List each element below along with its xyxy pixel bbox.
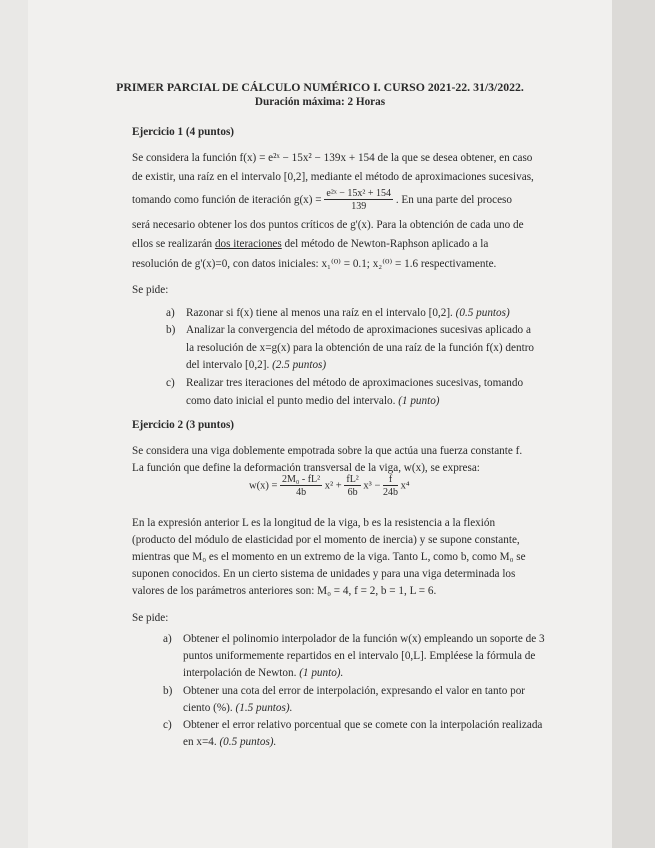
ex2-line-1: Se considera una viga doblemente empotrada sobre la que actúa una fuerza constante f. [132,445,523,457]
exam-title: PRIMER PARCIAL DE CÁLCULO NUMÉRICO I. CURSO 2021-22. 31/3/2022. [116,80,524,94]
ex2-se-pide: Se pide: [132,612,169,624]
page-shadow-left [0,0,28,848]
ex2-item-b-label: b) [163,685,173,697]
ex2-item-a-line1: Obtener el polinomio interpolador de la función w(x) empleando un soporte de 3 [183,633,545,645]
ex1-item-c-line1: Realizar tres iteraciones del método de aproximaciones sucesivas, tomando [186,377,524,389]
ex1-iteration-fraction: $\frac{\text{e²ˣ − 15x² + 154}}{139}$ [326,188,392,212]
ex2-item-b-line2: ciento (%). (1.5 puntos). [183,702,293,714]
ex1-item-c-line2: como dato inicial el punto medio del intervalo. (1 punto) [186,395,440,407]
ex2-line-5: mientras que M₀ es el momento en un extremo de la viga. Tanto L, como b, como M₀ se [132,551,526,563]
ex1-line-4: será necesario obtener los dos puntos críticos de g'(x). Para la obtención de cada uno de [132,219,524,231]
ex2-line-7: valores de los parámetros anteriores son: M₀ = 4, f = 2, b = 1, L = 6. [132,585,437,597]
exam-duration: Duración máxima: 2 Horas [254,96,386,108]
ex2-line-2: La función que define la deformación transversal de la viga, w(x), se expresa: [132,462,480,474]
ex1-line-5: ellos se realizarán dos iteraciones del método de Newton-Raphson aplicado a la [132,238,489,250]
ex2-line-3: En la expresión anterior L es la longitud de la viga, b es la resistencia a la flexión [132,517,496,529]
ex1-item-b-line3: del intervalo [0,2]. (2.5 puntos) [186,359,327,371]
ex1-function-f: f(x) = e²ˣ − 15x² − 139x + 154 [239,152,375,164]
ex2-item-a-line3: interpolación de Newton. (1 punto). [183,667,344,679]
ex1-item-a-label: a) [166,307,175,319]
ex2-line-6: suponen conocidos. En un cierto sistema de unidades y para una viga determinada los [132,568,516,580]
ex1-se-pide: Se pide: [132,284,169,296]
ex1-line-3: tomando como función de iteración g(x) = $\frac{\text{e²ˣ − 15x² + 154}}{139}$ . En una parte del proceso [132,188,512,212]
ex1-item-a: Razonar si f(x) tiene al menos una raíz en el intervalo [0,2]. (0.5 puntos) [186,307,510,319]
ex1-item-b-line2: la resolución de x=g(x) para la obtención de una raíz de la función f(x) dentro [186,342,535,354]
ex1-item-b-line1: Analizar la convergencia del método de aproximaciones sucesivas aplicado a [186,324,531,336]
ex1-line-6: resolución de g'(x)=0, con datos iniciales: x₁⁽⁰⁾ = 0.1; x₂⁽⁰⁾ = 1.6 respectivamente. [132,258,497,270]
ex2-line-4: (producto del módulo de elasticidad por el momento de inercia) y se supone constante, [132,534,520,546]
page-shadow-right [612,0,655,848]
ex2-item-c-line2: en x=4. (0.5 puntos). [183,736,277,748]
exercise-2-heading: Ejercicio 2 (3 puntos) [132,419,235,431]
ex1-item-c-label: c) [166,377,175,389]
exercise-1-heading: Ejercicio 1 (4 puntos) [132,126,235,138]
ex2-item-a-line2: puntos uniformemente repartidos en el intervalo [0,L]. Empléese la fórmula de [183,650,536,662]
exam-page [28,0,612,848]
ex2-item-c-label: c) [163,719,172,731]
ex2-item-b-line1: Obtener una cota del error de interpolación, expresando el valor en tanto por [183,685,526,697]
ex2-item-c-line1: Obtener el error relativo porcentual que se comete con la interpolación realizada [183,719,543,731]
ex1-line-2: de existir, una raíz en el intervalo [0,2], mediante el método de aproximaciones sucesivas, [132,171,534,183]
ex2-item-a-label: a) [163,633,172,645]
ex1-item-b-label: b) [166,324,176,336]
ex1-line-1: Se considera la función f(x) = e²ˣ − 15x² − 139x + 154 de la que se desea obtener, en caso [132,152,533,164]
ex2-deflection-formula: w(x) = $\frac{\text{2M₀ - fL²}}{4b}$ x² + $\frac{\text{fL²}}{6b}$ x³ − $\frac{f}{24b}$ x⁴ [249,474,410,498]
